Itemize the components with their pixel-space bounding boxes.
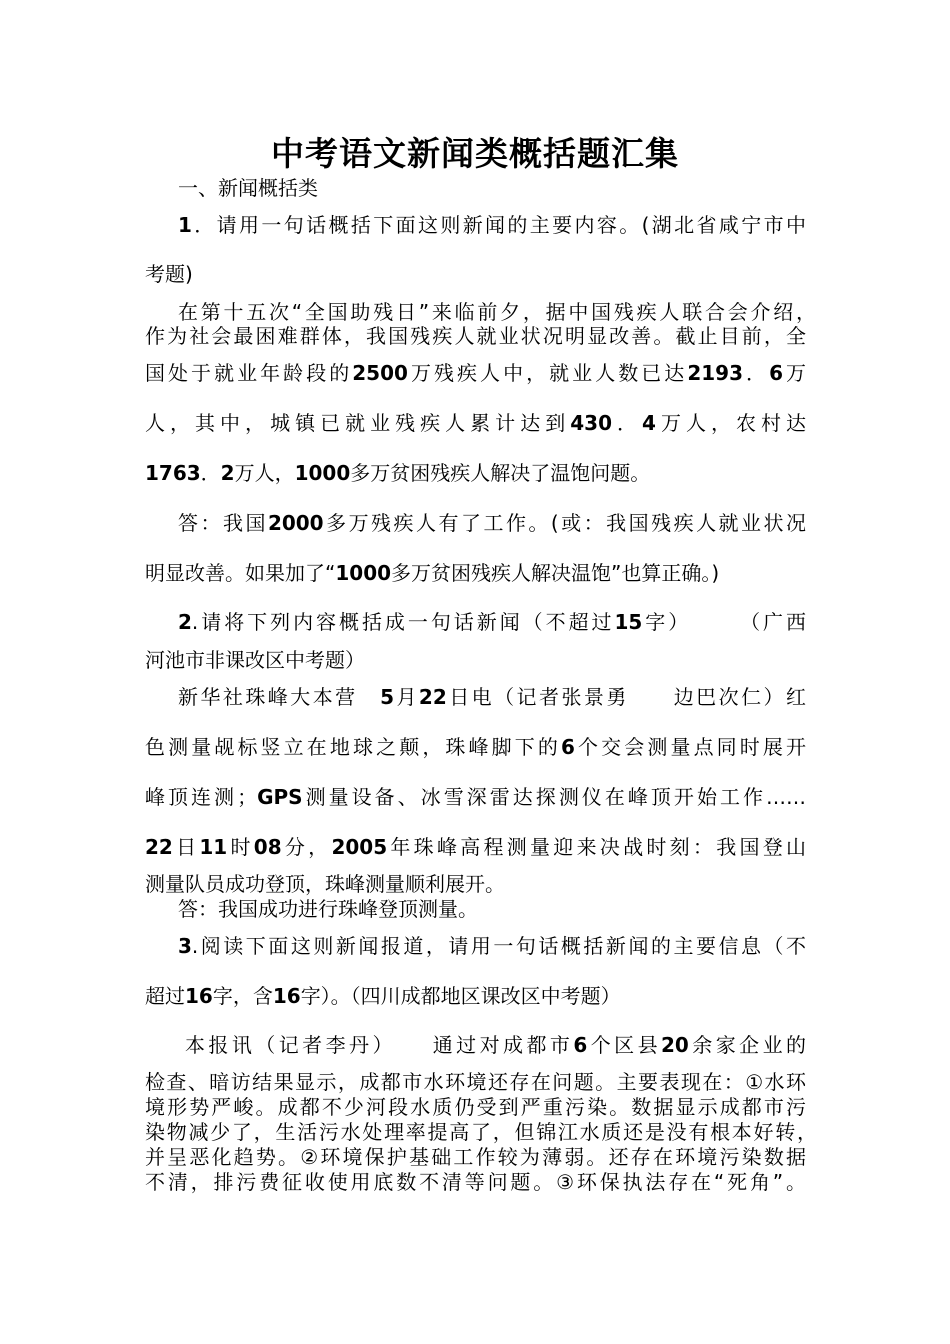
q1-passage-line-4: 人，其中，城镇已就业残疾人累计达到430．4万人，农村达 bbox=[145, 411, 807, 435]
q1-prompt-line-2: 考题) bbox=[145, 262, 193, 286]
q1-passage-line-2: 作为社会最困难群体，我国残疾人就业状况明显改善。截止目前，全 bbox=[145, 324, 806, 348]
q2-answer: 答：我国成功进行珠峰登顶测量。 bbox=[178, 897, 478, 921]
q1-passage-line-1: 在第十五次“全国助残日”来临前夕，据中国残疾人联合会介绍， bbox=[178, 300, 816, 324]
q2-passage-line-5: 测量队员成功登顶，珠峰测量顺利展开。 bbox=[145, 872, 505, 896]
section-heading: 一、新闻概括类 bbox=[178, 176, 318, 200]
q1-answer-line-2: 明显改善。如果加了“1000多万贫困残疾人解决温饱”也算正确。) bbox=[145, 561, 720, 585]
q3-prompt-line-2: 超过16字，含16字）。（四川成都地区课改区中考题） bbox=[145, 984, 621, 1008]
document-title: 中考语文新闻类概括题汇集 bbox=[271, 134, 679, 173]
q3-passage-line-6: 不清，排污费征收使用底数不清等问题。③环保执法存在“死角”。 bbox=[145, 1170, 806, 1194]
q2-passage-line-4: 22日11时08分，2005年珠峰高程测量迎来决战时刻：我国登山 bbox=[145, 835, 807, 859]
q1-number: 1 bbox=[178, 213, 192, 237]
q2-passage-line-1: 新华社珠峰大本营 5月22日电（记者张景勇 边巴次仁）红 bbox=[178, 685, 806, 709]
q2-prompt-line-1: 2.请将下列内容概括成一句话新闻（不超过15字） （广西 bbox=[178, 610, 807, 634]
q3-passage-line-3: 境形势严峻。成都不少河段水质仍受到严重污染。数据显示成都市污 bbox=[145, 1095, 806, 1119]
q3-passage-line-2: 检查、暗访结果显示，成都市水环境还存在问题。主要表现在：①水环 bbox=[145, 1070, 806, 1094]
q2-passage-line-2: 色测量觇标竖立在地球之颠，珠峰脚下的6个交会测量点同时展开 bbox=[145, 735, 807, 759]
q3-prompt-line-1: 3.阅读下面这则新闻报道，请用一句话概括新闻的主要信息（不 bbox=[178, 934, 806, 958]
q3-passage-line-4: 染物减少了，生活污水处理率提高了，但锦江水质还是没有根本好转， bbox=[145, 1120, 817, 1144]
q2-prompt-line-2: 河池市非课改区中考题） bbox=[145, 648, 365, 672]
q3-passage-line-1: 本报讯（记者李丹） 通过对成都市6个区县20余家企业的 bbox=[185, 1033, 807, 1057]
q1-answer-line-1: 答：我国2000多万残疾人有了工作。(或：我国残疾人就业状况 bbox=[178, 511, 807, 535]
q2-passage-line-3: 峰顶连测；GPS测量设备、冰雪深雷达探测仪在峰顶开始工作…… bbox=[145, 785, 807, 809]
q3-passage-line-5: 并呈恶化趋势。②环境保护基础工作较为薄弱。还存在环境污染数据 bbox=[145, 1145, 806, 1169]
q1-prompt-line-1: 1．请用一句话概括下面这则新闻的主要内容。(湖北省咸宁市中 bbox=[178, 213, 806, 237]
q1-passage-line-3: 国处于就业年龄段的2500万残疾人中，就业人数已达2193．6万 bbox=[145, 361, 807, 385]
q1-passage-line-5: 1763．2万人，1000多万贫困残疾人解决了温饱问题。 bbox=[145, 461, 651, 485]
